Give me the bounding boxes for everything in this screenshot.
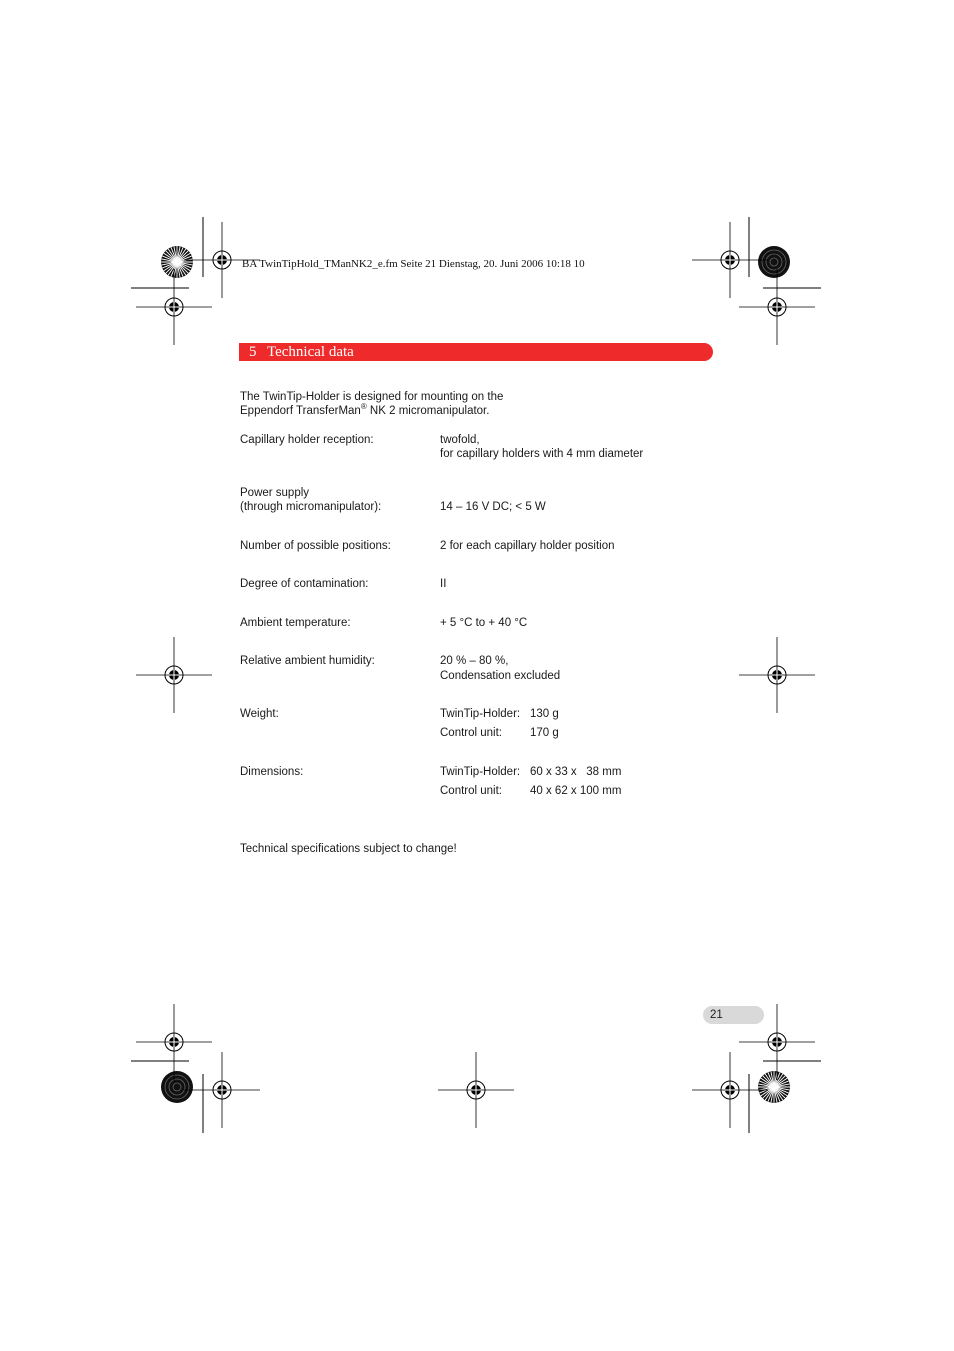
spec-contamination-value: II [440,578,447,590]
page-number: 21 [710,1009,723,1021]
section-title: Technical data [267,344,354,360]
spec-weight-control-name: Control unit: [440,727,503,739]
spec-temperature-label: Ambient temperature: [240,617,351,629]
spec-humidity-value-1: 20 % – 80 %, [440,655,509,667]
spec-humidity-value-2: Condensation excluded [440,670,561,682]
spec-dimensions-holder-value: 60 x 33 x 38 mm [530,766,622,778]
spec-humidity-label: Relative ambient humidity: [240,655,375,667]
intro-line-2-end: NK 2 micromanipulator. [366,405,490,417]
spec-dimensions-control-name: Control unit: [440,785,503,797]
spec-positions-label: Number of possible positions: [240,540,391,552]
spec-capillary-label: Capillary holder reception: [240,434,374,446]
registered-mark: ® [360,402,367,411]
spec-dimensions-control-value: 40 x 62 x 100 mm [530,785,622,797]
spec-weight-holder-name: TwinTip-Holder: [440,708,521,720]
spec-positions-value: 2 for each capillary holder position [440,540,615,552]
spec-power-value: 14 – 16 V DC; < 5 W [440,501,546,513]
spec-power-label-1: Power supply [240,487,310,499]
spec-weight-holder-value: 130 g [530,708,559,720]
file-header: BA TwinTipHold_TManNK2_e.fm Seite 21 Dienstag, 20. Juni 2006 10:18 10 [242,258,585,270]
spec-contamination-label: Degree of contamination: [240,578,369,590]
intro-line-1: The TwinTip-Holder is designed for mounting on the [240,391,504,403]
section-number: 5 [249,344,257,360]
spec-dimensions-label: Dimensions: [240,766,304,778]
spec-weight-label: Weight: [240,708,279,720]
intro-line-2-start: Eppendorf TransferMan [240,405,361,417]
spec-capillary-value-1: twofold, [440,434,480,446]
spec-dimensions-holder-name: TwinTip-Holder: [440,766,521,778]
footnote: Technical specifications subject to change! [240,843,457,855]
spec-power-label-2: (through micromanipulator): [240,501,382,513]
spec-temperature-value: + 5 °C to + 40 °C [440,617,528,629]
spec-capillary-value-2: for capillary holders with 4 mm diameter [440,448,644,460]
spec-weight-control-value: 170 g [530,727,559,739]
